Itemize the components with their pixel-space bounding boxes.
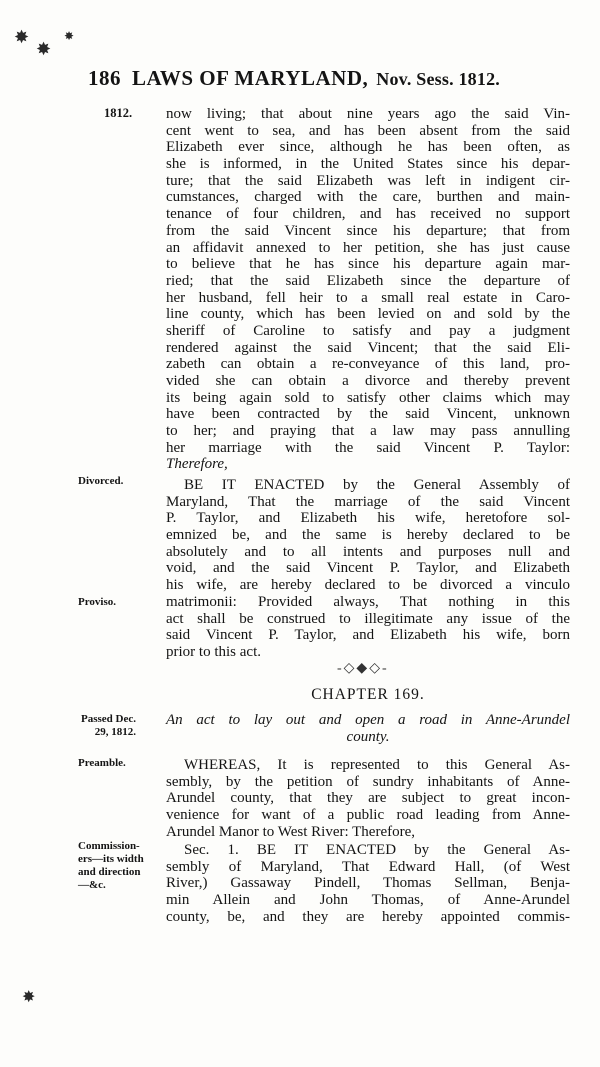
text-line: now living; that about nine years ago the said Vin- [166,106,570,122]
marginal-note-passed: Passed Dec. 29, 1812. [81,713,136,738]
text-line: to her; and praying that a law may pass annulling [166,423,570,440]
marginal-note-commissioners: Commission- ers—its width and direction —&c. [78,840,144,891]
page-header [88,66,558,91]
text-line: Arundel county, that they are subject to great incon- [166,790,570,807]
text-line: said Vincent P. Taylor, and Elizabeth his wife, born [166,627,570,644]
ink-blot-decoration: ✸ [14,27,30,47]
chapter-title-line: An act to lay out and open a road in Anne-Arundel [166,712,570,728]
text-line: have been contracted by the said Vincent, unknown [166,406,570,423]
petition-paragraph [166,106,570,473]
text-line: cent went to sea, and has been absent from the said [166,122,570,139]
page-number: 186 [88,66,121,90]
text-line: Therefore, [166,456,228,473]
text-line: River,) Gassaway Pindell, Thomas Sellman, Benja- [166,875,570,892]
text-line: Sec. 1. BE IT ENACTED by the General As- [184,842,570,858]
text-line: P. Taylor, and Elizabeth his wife, heretofore sol- [166,510,570,527]
text-line: cumstances, charged with the care, burthen and main- [166,189,570,206]
text-line: act shall be construed to illegitimate any issue of the [166,610,570,627]
text-line: WHEREAS, It is represented to this General As- [184,757,570,773]
text-line: zabeth can obtain a re-conveyance of this land, pro- [166,356,570,373]
text-line: Elizabeth ever since, although he has been often, as [166,139,570,156]
section-one-paragraph [166,842,570,925]
marginal-note-proviso: Proviso. [78,596,116,608]
running-title: LAWS OF MARYLAND, [132,66,369,90]
text-line: sheriff of Caroline to satisfy and pay a judgment [166,322,570,339]
text-line: absolutely and to all intents and purposes null and [166,543,570,560]
ink-blot-decoration: ✸ [36,39,52,59]
text-line: its being again sold to satisfy other claims which may [166,389,570,406]
section-ornament: -◇◆◇- [337,661,389,676]
marginal-note-divorced: Divorced. [78,475,124,487]
text-line: to believe that he has since his departure again mar- [166,256,570,273]
text-line: an affidavit annexed to her petition, she has just cause [166,239,570,256]
text-line: she is informed, in the United States since his depar- [166,156,570,173]
year-marginal-note: 1812. [104,106,133,120]
text-line: Maryland, That the marriage of the said Vincent [166,493,570,510]
text-line: tenance of four children, and has received no support [166,206,570,223]
text-line: sembly of Maryland, That Edward Hall, (of West [166,858,570,875]
session-label: Nov. Sess. 1812. [376,69,500,89]
text-line: matrimonii: Provided always, That nothing in this [166,593,570,610]
text-line: emnized be, and the same is hereby declared to be [166,527,570,544]
text-line: void, and the said Vincent P. Taylor, and Elizabeth [166,560,570,577]
chapter-title-line: county. [346,729,390,745]
text-line: ture; that the said Elizabeth was left in indigent cir- [166,172,570,189]
text-line: her marriage with the said Vincent P. Taylor: [166,439,570,456]
enactment-paragraph [166,477,570,661]
text-line: ried; that the said Elizabeth since the departure of [166,272,570,289]
chapter-title [166,712,570,746]
text-line: prior to this act. [166,643,261,660]
ink-blot-decoration: ✸ [22,989,36,1006]
text-line: rendered against the said Vincent; that the said Eli- [166,339,570,356]
text-line: his wife, are hereby declared to be divorced a vinculo [166,577,570,594]
text-line: from the said Vincent since his departure; that from [166,222,570,239]
ink-blot-decoration: ✸ [64,29,75,43]
text-line: Arundel Manor to West River: Therefore, [166,823,416,840]
text-line: vided she can obtain a divorce and thereby prevent [166,373,570,389]
text-line: min Allein and John Thomas, of Anne-Arundel [166,892,570,909]
text-line: sembly, by the petition of sundry inhabitants of Anne- [166,773,570,790]
text-line: county, be, and they are hereby appointed commis- [166,908,570,925]
text-line: venience for want of a public road leading from Anne- [166,807,570,824]
text-line: line county, which has been levied on and sold by the [166,306,570,323]
preamble-paragraph [166,757,570,840]
text-line: her husband, fell heir to a small real estate in Caro- [166,289,570,306]
chapter-heading: CHAPTER 169. [311,686,425,703]
text-line: BE IT ENACTED by the General Assembly of [184,477,570,493]
marginal-note-preamble: Preamble. [78,757,126,769]
